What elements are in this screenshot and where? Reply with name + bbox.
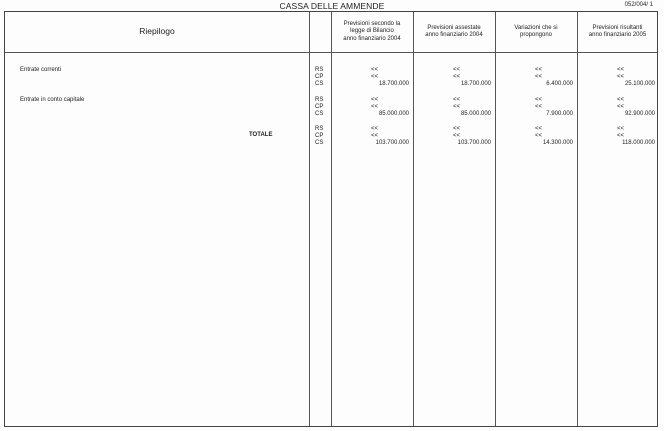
cell-prev-risultanti: << <<: [617, 97, 625, 110]
header-prev-legge: Previsioni secondo la legge di Bilancio anno finanziario 2004: [343, 20, 401, 42]
cell-prev-assestate-value: 18.700.000: [460, 81, 491, 87]
document-title: CASSA DELLE AMMENDE: [279, 1, 385, 11]
header-divider: [5, 52, 657, 53]
cell-prev-legge-value: 85.000.000: [378, 111, 409, 117]
column-divider: [309, 12, 310, 426]
cell-prev-legge: << <<: [371, 97, 379, 110]
cell-prev-assestate: << <<: [453, 97, 461, 110]
cell-variazioni: << <<: [535, 126, 543, 139]
cell-prev-assestate-value: 103.700.000: [457, 140, 491, 146]
row-codes: RS CP CS: [315, 67, 324, 87]
header-prev-risultanti: Previsioni risultanti anno finanziario 2005: [588, 24, 647, 38]
header-riepilogo: Riepilogo: [139, 26, 175, 37]
cell-prev-legge: << <<: [371, 126, 379, 139]
cell-variazioni-value: 14.300.000: [542, 140, 573, 146]
column-divider: [495, 12, 496, 426]
column-divider: [577, 12, 578, 426]
cell-prev-legge-value: 18.700.000: [378, 81, 409, 87]
row-label-entrate-conto-capitale: Entrate in conto capitale: [20, 97, 85, 103]
column-divider: [413, 12, 414, 426]
header-variazioni: Variazioni che si propongono: [514, 24, 558, 38]
page-code: 052/004/ 1: [624, 2, 653, 8]
cell-prev-assestate: << <<: [453, 67, 461, 80]
cell-prev-assestate-value: 85.000.000: [460, 111, 491, 117]
cell-variazioni: << <<: [535, 67, 543, 80]
cell-variazioni-value: 7.900.000: [546, 111, 573, 117]
cell-prev-assestate: << <<: [453, 126, 461, 139]
row-codes: RS CP CS: [315, 97, 324, 117]
cell-prev-risultanti: << <<: [617, 67, 625, 80]
cell-prev-risultanti-value: 118.000.000: [622, 140, 655, 146]
header-prev-assestate: Previsioni assestate anno finanziario 2004: [425, 24, 483, 38]
cell-prev-risultanti-value: 92.900.000: [624, 111, 655, 117]
row-codes: RS CP CS: [315, 126, 324, 146]
cell-variazioni-value: 6.400.000: [546, 81, 573, 87]
cell-prev-risultanti: << <<: [617, 126, 625, 139]
cell-prev-legge: << <<: [371, 67, 379, 80]
row-label-totale: TOTALE: [249, 132, 273, 138]
row-label-entrate-correnti: Entrate correnti: [20, 67, 62, 73]
column-divider: [331, 12, 332, 426]
cell-prev-risultanti-value: 25.100.000: [624, 81, 655, 87]
cell-variazioni: << <<: [535, 97, 543, 110]
summary-table: [4, 11, 658, 427]
cell-prev-legge-value: 103.700.000: [375, 140, 409, 146]
